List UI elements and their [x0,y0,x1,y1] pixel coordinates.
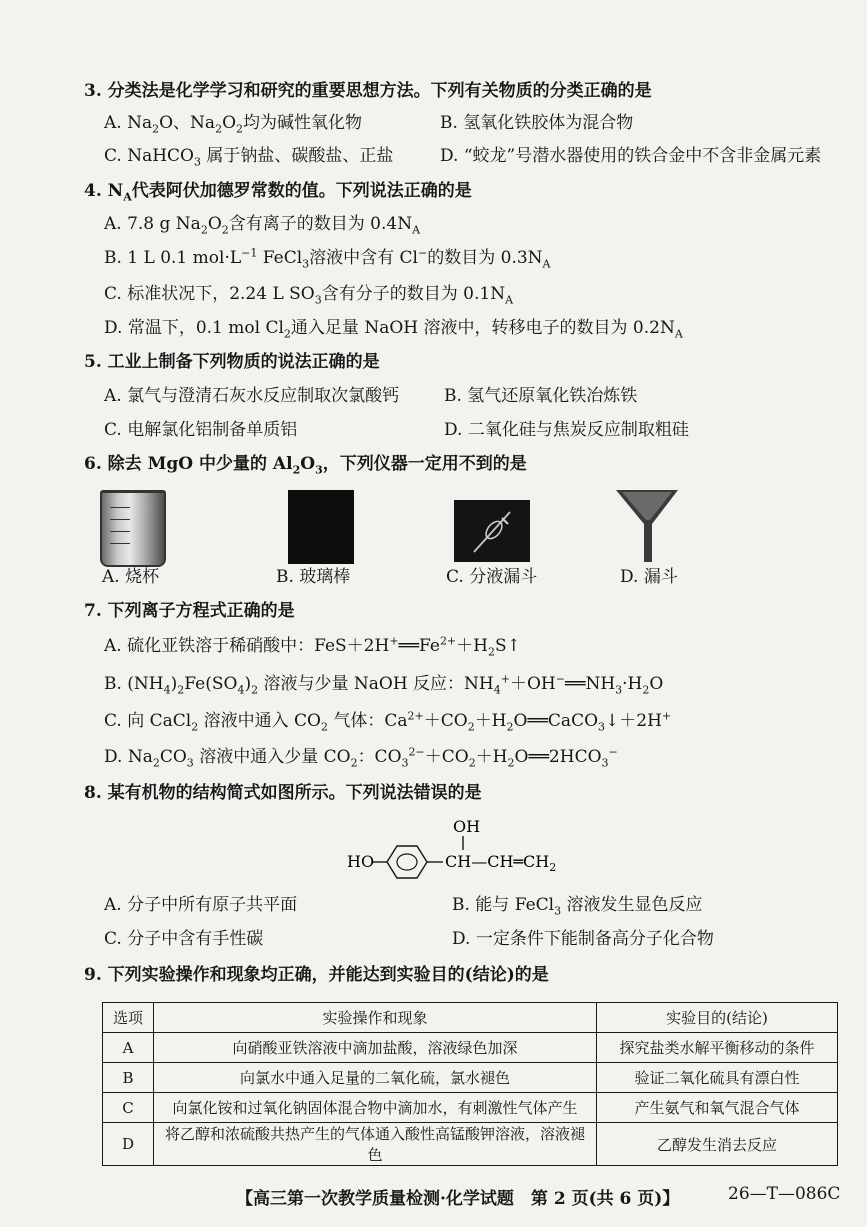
benzene-ring [387,846,427,878]
table-row [103,1033,838,1063]
q8-option-d: D. 一定条件下能制备高分子化合物 [452,929,714,949]
table-row [103,1093,838,1123]
q3-stem: 3. 分类法是化学学习和研究的重要思想方法。下列有关物质的分类正确的是 [84,81,652,101]
q8-option-c: C. 分子中含有手性碳 [104,929,264,949]
experiment-table [102,1002,838,1166]
page-footer: 【高三第一次教学质量检测·化学试题 第 2 页(共 6 页)】 [236,1189,680,1209]
q3-option-b: B. 氢氧化铁胶体为混合物 [440,113,634,133]
exam-code: 26—T—086C [728,1184,841,1204]
glass-rod-image [288,490,354,564]
q8-option-b: B. 能与 FeCl$_3$ 溶液发生显色反应 [452,895,703,918]
row-a-purpose: 探究盐类水解平衡移动的条件 [597,1033,838,1063]
struct-oh-top: OH [453,817,481,836]
q3-option-c: C. NaHCO$_3$ 属于钠盐、碳酸盐、正盐 [104,146,394,169]
table-row [103,1123,838,1166]
q7-option-a: A. 硫化亚铁溶于稀硝酸中：$FeS+2H^+══Fe^{2+}+H_2S↑$ [104,634,521,659]
q6-option-c: C. 分液漏斗 [446,567,538,587]
q4-option-c: C. 标准状况下，2.24 L $SO_3$含有分子的数目为 $0.1N_A$ [104,284,514,307]
header-purpose: 实验目的(结论) [597,1003,838,1033]
table-header-row [103,1003,838,1033]
header-operation: 实验操作和现象 [154,1003,597,1033]
q8-option-a: A. 分子中所有原子共平面 [104,895,298,915]
structure-formula [345,812,595,882]
table-row [103,1063,838,1093]
row-a-operation: 向硝酸亚铁溶液中滴加盐酸，溶液绿色加深 [154,1033,597,1063]
q4-stem: 4. $N_A$代表阿伏加德罗常数的值。下列说法正确的是 [84,181,472,204]
q7-option-b: B. $(NH_4)_2Fe(SO_4)_2$ 溶液与少量 NaOH 反应：$NH_4^++OH^-══NH_3\cdot H_2O$ [104,672,664,697]
row-b-purpose: 验证二氧化硫具有漂白性 [597,1063,838,1093]
q5-option-c: C. 电解氯化铝制备单质铝 [104,420,298,440]
row-d-option: D [103,1123,154,1166]
row-c-purpose: 产生氨气和氧气混合气体 [597,1093,838,1123]
q5-stem: 5. 工业上制备下列物质的说法正确的是 [84,352,380,372]
q6-option-a: A. 烧杯 [102,567,160,587]
beaker-image [100,490,166,567]
funnel-image [612,484,682,564]
row-b-operation: 向氯水中通入足量的二氧化硫，氯水褪色 [154,1063,597,1093]
row-c-option: C [103,1093,154,1123]
q4-option-d: D. 常温下，0.1 mol $Cl_2$通入足量 NaOH 溶液中，转移电子的数目为 $0.2N_A$ [104,318,683,341]
row-d-operation: 将乙醇和浓硫酸共热产生的气体通入酸性高锰酸钾溶液，溶液褪色 [154,1123,597,1166]
q7-option-c: C. 向 CaCl$_2$ 溶液中通入 $CO_2$ 气体：$Ca^{2+}+CO_2+H_2O══CaCO_3↓+2H^+$ [104,709,672,734]
row-b-option: B [103,1063,154,1093]
separatory-funnel-image [454,500,530,562]
q9-stem: 9. 下列实验操作和现象均正确，并能达到实验目的(结论)的是 [84,965,549,985]
struct-ho: HO [347,852,375,871]
q4-option-b: B. 1 L 0.1 $mol\cdot L^{-1}$ FeCl$_3$溶液中含有 Cl−的数目为 $0.3N_A$ [104,246,551,271]
q7-stem: 7. 下列离子方程式正确的是 [84,601,295,621]
q6-option-d: D. 漏斗 [620,567,678,587]
struct-chain: $CH—CH═CH_2$ [445,852,557,874]
q7-option-d: D. $Na_2CO_3$ 溶液中通入少量 $CO_2$：$CO_3^{2-}+CO_2+H_2O══2HCO_3^-$ [104,745,618,770]
row-d-purpose: 乙醇发生消去反应 [597,1123,838,1166]
row-a-option: A [103,1033,154,1063]
q5-option-b: B. 氢气还原氧化铁冶炼铁 [444,386,638,406]
q3-option-d: D. “蛟龙”号潜水器使用的铁合金中不含非金属元素 [440,146,822,166]
q8-stem: 8. 某有机物的结构简式如图所示。下列说法错误的是 [84,783,482,803]
q3-option-a: A. $Na_2O$、$Na_2O_2$均为碱性氧化物 [104,113,362,136]
q6-option-b: B. 玻璃棒 [276,567,351,587]
row-c-operation: 向氯化铵和过氧化钠固体混合物中滴加水，有刺激性气体产生 [154,1093,597,1123]
q6-stem: 6. 除去 MgO 中少量的 $Al_2O_3$，下列仪器一定用不到的是 [84,454,527,477]
header-option: 选项 [103,1003,154,1033]
q5-option-a: A. 氯气与澄清石灰水反应制取次氯酸钙 [104,386,400,406]
q5-option-d: D. 二氧化硅与焦炭反应制取粗硅 [444,420,689,440]
q4-option-a: A. 7.8 g $Na_2O_2$含有离子的数目为 $0.4N_A$ [104,214,421,237]
